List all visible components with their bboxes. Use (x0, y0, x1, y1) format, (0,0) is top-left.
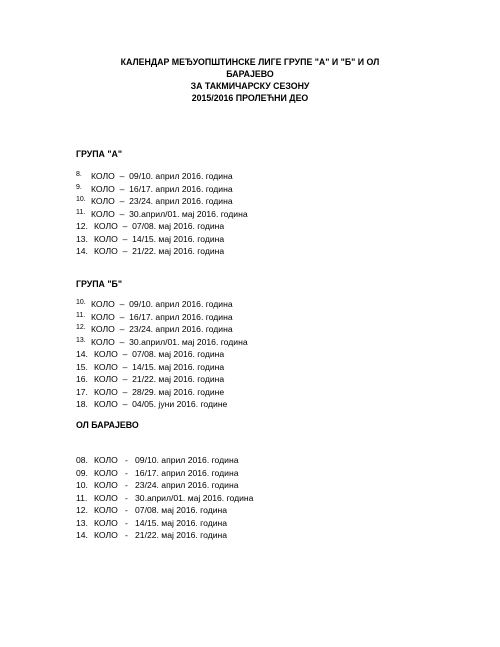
round-date: КОЛО – 09/10. април 2016. година (91, 299, 233, 309)
round-date: КОЛО - 14/15. мај 2016. година (94, 517, 228, 528)
round-number: 13. (76, 517, 88, 528)
round-number: 11. (76, 492, 88, 503)
list-item (76, 234, 248, 247)
list-item (76, 505, 253, 518)
list-item (76, 337, 248, 350)
round-number: 12. (76, 324, 86, 331)
round-date: КОЛО – 21/22. мај 2016. година (94, 246, 225, 256)
round-number: 14. (76, 246, 88, 256)
list-item (76, 184, 248, 197)
list-item (76, 221, 248, 234)
round-number: 12. (76, 505, 88, 515)
list-item (76, 349, 248, 362)
round-date: КОЛО – 14/15. мај 2016. година (94, 361, 225, 372)
round-number: 12. (76, 221, 88, 231)
round-date: КОЛО – 30.април/01. мај 2016. година (91, 336, 248, 347)
list-item (76, 312, 248, 325)
list-item (76, 362, 248, 375)
title-line: 2015/2016 ПРОЛЕЋНИ ДЕО (191, 93, 309, 103)
round-number: 9. (76, 183, 82, 191)
group-a-list (76, 171, 248, 259)
round-date: КОЛО - 09/10. април 2016. година (94, 455, 239, 465)
round-date: КОЛО - 21/22. мај 2016. година (94, 530, 228, 540)
round-number: 10. (76, 196, 86, 203)
round-date: КОЛО – 30.април/01. мај 2016. година (91, 208, 248, 219)
group-b-list (76, 299, 248, 412)
round-date: КОЛО – 16/17. април 2016. година (91, 311, 233, 322)
list-item (76, 387, 248, 400)
ol-barajevo-list (76, 455, 253, 543)
list-item (76, 468, 253, 481)
list-item (76, 480, 253, 493)
list-item (76, 209, 248, 222)
round-date: КОЛО – 28/29. мај 2016. године (94, 386, 225, 397)
round-date: КОЛО - 07/08. мај 2016. година (94, 505, 228, 515)
group-a-heading: ГРУПА "А" (76, 149, 123, 159)
title-line: КАЛЕНДАР МЕЂУОПШТИНСКЕ ЛИГЕ ГРУПЕ "А" И "Б" И ОЛ (120, 57, 380, 67)
list-item (76, 324, 248, 337)
round-date: КОЛО - 16/17. април 2016. година (94, 467, 239, 478)
list-item (76, 374, 248, 387)
round-date: КОЛО - 23/24. април 2016. година (94, 480, 239, 490)
list-item (76, 399, 248, 412)
round-number: 10. (76, 299, 86, 306)
round-date: КОЛО – 14/15. мај 2016. година (94, 233, 225, 244)
round-number: 11. (76, 208, 86, 216)
round-date: КОЛО – 07/08. мај 2016. година (94, 349, 225, 359)
round-number: 17. (76, 386, 88, 397)
list-item (76, 493, 253, 506)
list-item (76, 246, 248, 259)
round-number: 08. (76, 455, 88, 465)
round-number: 11. (76, 311, 86, 319)
round-date: КОЛО – 23/24. април 2016. година (91, 324, 233, 334)
list-item (76, 518, 253, 531)
title-line: БАРАЈЕВО (226, 69, 274, 79)
round-number: 18. (76, 399, 88, 409)
round-date: КОЛО – 09/10. април 2016. година (91, 171, 233, 181)
document-title (0, 56, 500, 104)
round-date: КОЛО – 07/08. мај 2016. година (94, 221, 225, 231)
round-number: 8. (76, 171, 82, 178)
round-date: КОЛО – 23/24. април 2016. година (91, 196, 233, 206)
round-date: КОЛО – 16/17. април 2016. година (91, 183, 233, 194)
round-number: 09. (76, 467, 88, 478)
round-date: КОЛО – 21/22. мај 2016. година (94, 374, 225, 384)
ol-barajevo-heading: ОЛ БАРАЈЕВО (76, 420, 139, 430)
list-item (76, 530, 253, 543)
round-date: КОЛО – 04/05. јуни 2016. године (94, 399, 228, 409)
group-b-heading: ГРУПА "Б" (76, 279, 122, 289)
round-number: 14. (76, 530, 88, 540)
round-number: 10. (76, 480, 88, 490)
list-item (76, 196, 248, 209)
round-number: 14. (76, 349, 88, 359)
round-number: 16. (76, 374, 88, 384)
list-item (76, 299, 248, 312)
round-number: 15. (76, 361, 88, 372)
list-item (76, 171, 248, 184)
list-item (76, 455, 253, 468)
round-number: 13. (76, 336, 86, 344)
round-number: 13. (76, 233, 88, 244)
round-date: КОЛО - 30.април/01. мај 2016. година (94, 492, 254, 503)
title-line: ЗА ТАКМИЧАРСКУ СЕЗОНУ (190, 81, 310, 91)
